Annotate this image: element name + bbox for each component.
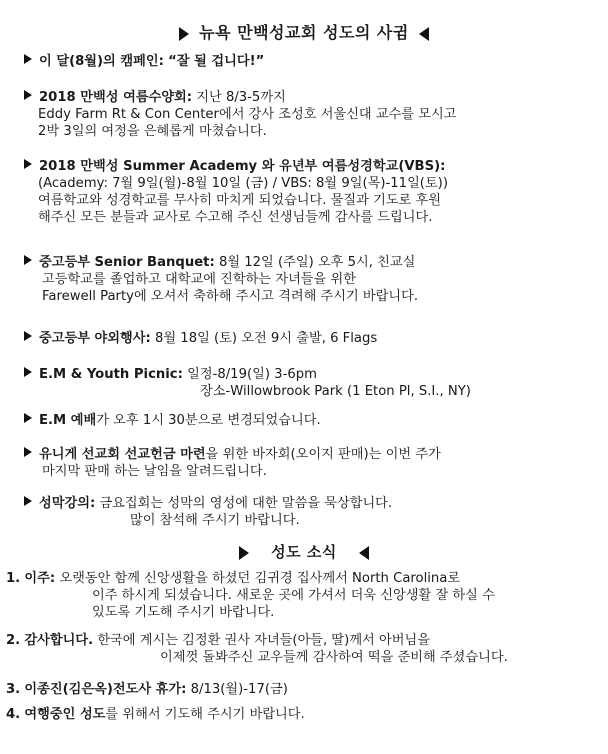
- news-title: 이주:: [24, 571, 56, 586]
- news-text: 8/13(월)-17(금): [190, 682, 288, 697]
- announcement-text: 을 위한 바자회(오이지 판매)는 이번 주가: [205, 447, 441, 462]
- announcement-bazaar: [24, 446, 592, 480]
- announcement-line: 여름학교와 성경학교를 무사히 마치게 되었습니다. 물질과 기도로 후원: [38, 193, 441, 208]
- announcement-line: 마지막 판매 하는 날임을 알려드립니다.: [42, 464, 267, 479]
- news-line: 이주 하시게 되셨습니다. 새로운 곳에 가셔서 더욱 신앙생활 잘 하실 수: [92, 588, 495, 603]
- announcement-campaign: [24, 53, 592, 70]
- announcement-line: 장소-Willowbrook Park (1 Eton Pl, S.I., NY): [200, 384, 471, 399]
- announcement-text: 가 오후 1시 30분으로 변경되었습니다.: [96, 413, 321, 428]
- announcement-senior-banquet: [24, 254, 592, 305]
- announcement-title: 성막강의:: [39, 496, 96, 511]
- announcement-title: E.M & Youth Picnic:: [39, 367, 183, 382]
- bullet-icon: [24, 255, 32, 265]
- news-number: 3.: [6, 682, 21, 697]
- news-item-thanks: [6, 632, 606, 666]
- announcement-line: Farewell Party에 오셔서 축하해 주시고 격려해 주시기 바랍니다.: [42, 289, 419, 304]
- announcement-text: 지난 8/3-5까지: [196, 90, 286, 105]
- bullet-icon: [24, 447, 32, 457]
- announcement-text: 일정-8/19(일) 3-6pm: [187, 367, 317, 382]
- announcement-line: 고등학교를 졸업하고 대학교에 진학하는 자녀들을 위한: [42, 272, 356, 287]
- announcement-title: 2018 만백성 여름수양회:: [39, 90, 193, 105]
- announcement-text: “잘 될 겁니다!”: [168, 54, 265, 69]
- news-number: 2.: [6, 633, 21, 648]
- announcement-line: Eddy Farm Rt & Con Center에서 강사 조성호 서울신대 교수를 모시고: [38, 107, 457, 122]
- announcement-title: 유니게 선교회 선교헌금 마련: [39, 447, 206, 462]
- announcement-title: E.M 예배: [39, 413, 97, 428]
- bulletin-title: 뉴욕 만백성교회 성도의 사귐: [199, 23, 409, 42]
- news-title: 성도 소식: [271, 543, 337, 561]
- news-item-travel: [6, 706, 606, 723]
- announcement-line: (Academy: 7월 9일(월)-8월 10일 (금) / VBS: 8월 9일(목)-11일(토)): [38, 176, 448, 191]
- bullet-icon: [24, 159, 32, 169]
- news-text: 오랫동안 함께 신앙생활을 하셨던 김귀경 집사께서 North Carolina로: [59, 571, 461, 586]
- news-title: 여행중인 성도: [24, 707, 106, 722]
- triangle-right-icon: [179, 27, 189, 41]
- announcement-title: 이 달(8월)의 캠페인:: [39, 54, 164, 69]
- announcement-retreat: [24, 89, 592, 140]
- bullet-icon: [24, 413, 32, 423]
- announcement-em-worship: [24, 412, 592, 429]
- news-text: 한국에 계시는 김정환 권사 자녀들(아들, 딸)께서 아버님을: [97, 633, 430, 648]
- bulletin-header: [0, 20, 608, 43]
- bullet-icon: [24, 90, 32, 100]
- bullet-icon: [24, 331, 32, 341]
- news-header: [0, 541, 608, 562]
- news-title: 감사합니다.: [24, 633, 94, 648]
- news-text: 를 위해서 기도해 주시기 바랍니다.: [105, 707, 305, 722]
- news-line: 있도록 기도해 주시기 바랍니다.: [92, 605, 275, 620]
- announcement-text: 금요집회는 성막의 영성에 대한 말씀을 묵상합니다.: [99, 496, 393, 511]
- triangle-left-icon: [419, 27, 429, 41]
- announcement-line: 해주신 모든 분들과 교사로 수고해 주신 선생님들께 감사를 드립니다.: [38, 210, 433, 225]
- announcement-title: 2018 만백성 Summer Academy 와 유년부 여름성경학교(VBS):: [39, 159, 446, 174]
- news-number: 1.: [6, 571, 21, 586]
- triangle-left-icon: [359, 546, 369, 560]
- news-title: 이종진(김은옥)전도사 휴가:: [24, 682, 187, 697]
- triangle-right-icon: [239, 546, 249, 560]
- news-number: 4.: [6, 707, 21, 722]
- announcement-tabernacle: [24, 495, 592, 529]
- announcement-title: 중고등부 Senior Banquet:: [39, 255, 215, 270]
- announcement-line: 많이 참석해 주시기 바랍니다.: [130, 513, 300, 528]
- announcement-picnic: [24, 366, 592, 400]
- announcement-youth-outing: [24, 330, 592, 347]
- announcement-summer-academy: [24, 158, 592, 226]
- news-item-vacation: [6, 681, 606, 698]
- announcement-line: 2박 3일의 여정을 은혜롭게 마쳤습니다.: [38, 124, 267, 139]
- news-line: 이제껏 돌봐주신 교우들께 감사하여 떡을 준비해 주셨습니다.: [160, 650, 508, 665]
- news-item-move: [6, 570, 606, 621]
- announcement-title: 중고등부 야외행사:: [39, 331, 151, 346]
- announcement-text: 8월 12일 (주일) 오후 5시, 친교실: [218, 255, 416, 270]
- bullet-icon: [24, 496, 32, 506]
- announcement-text: 8월 18일 (토) 오전 9시 출발, 6 Flags: [154, 331, 378, 346]
- bullet-icon: [24, 54, 32, 64]
- bullet-icon: [24, 367, 32, 377]
